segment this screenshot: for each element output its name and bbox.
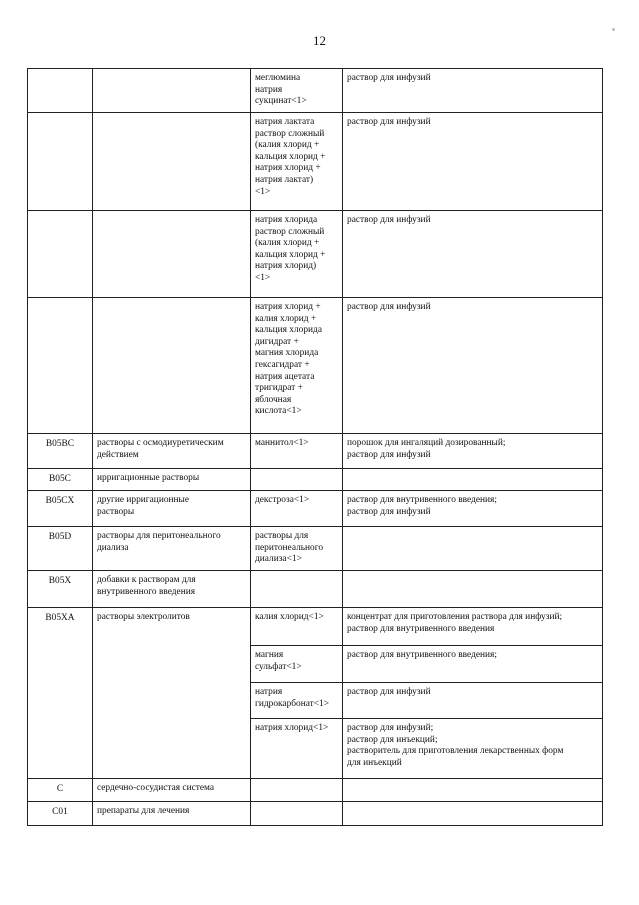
table-row	[28, 298, 603, 434]
group-cell: растворы электролитов	[93, 608, 251, 779]
group-cell: другие ирригационные растворы	[93, 491, 251, 527]
drug-cell	[251, 779, 343, 802]
drug-cell: натрия хлорид<1>	[251, 719, 343, 779]
drug-table	[27, 68, 603, 826]
code-cell: B05CX	[28, 491, 93, 527]
drug-cell	[251, 802, 343, 826]
code-cell: C	[28, 779, 93, 802]
form-cell	[343, 527, 603, 571]
group-cell: растворы для перитонеального диализа	[93, 527, 251, 571]
form-cell: раствор для инфузий; раствор для инъекций; растворитель для приготовления лекарственных форм для инъекций	[343, 719, 603, 779]
drug-cell: натрия лактата раствор сложный (калия хлорид + кальция хлорид + натрия хлорид + натрия лактат) <1>	[251, 113, 343, 211]
code-cell: B05C	[28, 469, 93, 491]
page-number: 12	[313, 33, 326, 48]
table-row	[28, 527, 603, 571]
code-cell	[28, 211, 93, 298]
form-cell	[343, 469, 603, 491]
code-cell	[28, 298, 93, 434]
form-cell: раствор для инфузий	[343, 211, 603, 298]
group-cell: сердечно-сосудистая система	[93, 779, 251, 802]
group-cell	[93, 69, 251, 113]
form-cell	[343, 802, 603, 826]
group-cell	[93, 211, 251, 298]
code-cell	[28, 113, 93, 211]
code-cell	[28, 69, 93, 113]
drug-cell	[251, 469, 343, 491]
table-row	[28, 469, 603, 491]
table-row	[28, 491, 603, 527]
scan-speck	[612, 28, 615, 31]
table-row	[28, 802, 603, 826]
table-row	[28, 434, 603, 469]
group-cell	[93, 113, 251, 211]
drug-cell: декстроза<1>	[251, 491, 343, 527]
drug-cell: растворы для перитонеального диализа<1>	[251, 527, 343, 571]
form-cell: раствор для инфузий	[343, 113, 603, 211]
form-cell: раствор для инфузий	[343, 298, 603, 434]
drug-cell: калия хлорид<1>	[251, 608, 343, 646]
group-cell: препараты для лечения	[93, 802, 251, 826]
form-cell	[343, 779, 603, 802]
table-row	[28, 779, 603, 802]
code-cell: B05BC	[28, 434, 93, 469]
table-row	[28, 113, 603, 211]
drug-cell: натрия хлорид + калия хлорид + кальция хлорида дигидрат + магния хлорида гексагидрат + натрия ацетата тригидрат + яблочная кислота<1>	[251, 298, 343, 434]
form-cell	[343, 571, 603, 608]
form-cell: раствор для инфузий	[343, 683, 603, 719]
drug-cell: меглюмина натрия сукцинат<1>	[251, 69, 343, 113]
code-cell: B05X	[28, 571, 93, 608]
table-row	[28, 211, 603, 298]
drug-cell: магния сульфат<1>	[251, 646, 343, 683]
code-cell: B05D	[28, 527, 93, 571]
form-cell: раствор для инфузий	[343, 69, 603, 113]
table-row	[28, 608, 603, 646]
table-row	[28, 571, 603, 608]
form-cell: порошок для ингаляций дозированный; раствор для инфузий	[343, 434, 603, 469]
code-cell: B05XA	[28, 608, 93, 779]
form-cell: концентрат для приготовления раствора для инфузий; раствор для внутривенного введения	[343, 608, 603, 646]
group-cell: растворы с осмодиуретическим действием	[93, 434, 251, 469]
drug-cell: маннитол<1>	[251, 434, 343, 469]
group-cell	[93, 298, 251, 434]
drug-cell	[251, 571, 343, 608]
form-cell: раствор для внутривенного введения;	[343, 646, 603, 683]
group-cell: ирригационные растворы	[93, 469, 251, 491]
form-cell: раствор для внутривенного введения; раствор для инфузий	[343, 491, 603, 527]
code-cell: C01	[28, 802, 93, 826]
drug-cell: натрия гидрокарбонат<1>	[251, 683, 343, 719]
group-cell: добавки к растворам для внутривенного введения	[93, 571, 251, 608]
drug-cell: натрия хлорида раствор сложный (калия хлорид + кальция хлорид + натрия хлорид) <1>	[251, 211, 343, 298]
table-row	[28, 69, 603, 113]
